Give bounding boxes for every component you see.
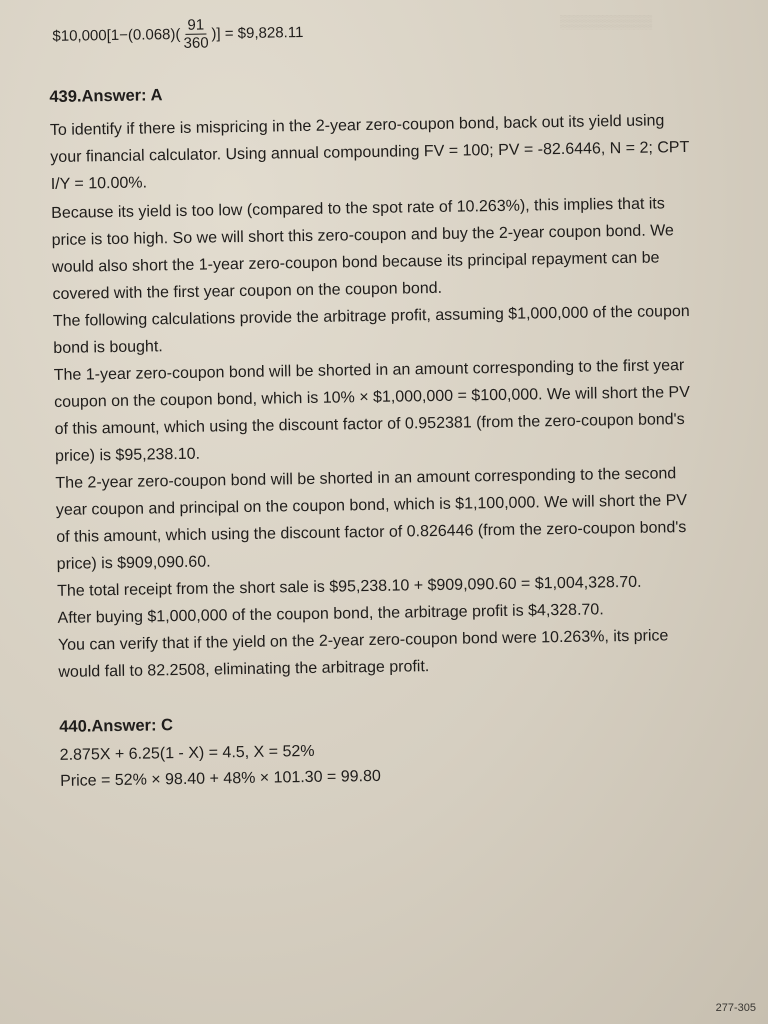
paragraph-line: The following calculations provide the arbitrage profit, assuming $1,000,000 of the coupon [52,302,690,330]
paragraph-line: The 2-year zero-coupon bond will be shorted in an amount corresponding to the second [55,465,677,492]
bleed-through-text: ▒▒▒▒▒▒▒▒▒▒ [560,14,653,29]
paragraph-line: price) is $909,090.60. [56,553,211,573]
paragraph-line: price) is $95,238.10. [54,445,201,465]
paragraph-line: of this amount, which using the discount factor of 0.826446 (from the zero-coupon bond's [56,519,687,546]
paragraph-line: coupon on the coupon bond, which is 10% × $1,000,000 = $100,000. We will short the PV [54,383,690,411]
page-number: 277-305 [715,1002,756,1014]
formula-suffix: )] = $9,828.11 [211,23,304,42]
answer-439-heading: 439.Answer: A [49,86,163,106]
fraction-numerator: 91 [185,16,206,34]
paragraph-line: year coupon and principal on the coupon bond, which is $1,100,000. We will short the PV [55,492,688,519]
answer-440-heading: 440.Answer: C [59,716,174,736]
page-content [48,0,768,795]
paragraph-line: bond is bought. [53,338,163,357]
paragraph-line: Because its yield is too low (compared to the spot rate of 10.263%), this implies that its [51,195,665,222]
paragraph-line: After buying $1,000,000 of the coupon bond, the arbitrage profit is $4,328.70. [57,601,604,627]
paragraph-line: The 1-year zero-coupon bond will be shorted in an amount corresponding to the first year [53,357,685,384]
paragraph-line: covered with the first year coupon on the coupon bond. [52,279,443,303]
paragraph-line: your financial calculator. Using annual compounding FV = 100; PV = -82.6446, N = 2; CPT [50,138,690,166]
paragraph-line: To identify if there is mispricing in the 2-year zero-coupon bond, back out its yield using [49,112,665,139]
paragraph-line: You can verify that if the yield on the 2-year zero-coupon bond were 10.263%, its price [57,627,669,654]
fraction-denominator: 360 [183,33,209,52]
formula-fraction [181,16,211,51]
paragraph-line: I/Y = 10.00%. [50,174,148,193]
equation-line: Price = 52% × 98.40 + 48% × 101.30 = 99.80 [60,767,381,790]
formula-top [52,0,761,64]
formula-prefix: $10,000[1−(0.068)( [52,25,181,45]
paragraph-line: would fall to 82.2508, eliminating the arbitrage profit. [58,658,430,681]
paragraph-line: would also short the 1-year zero-coupon bond because its principal repayment can be [51,249,660,276]
paragraph-line: of this amount, which using the discount factor of 0.952381 (from the zero-coupon bond's [54,411,685,438]
equation-line: 2.875X + 6.25(1 - X) = 4.5, X = 52% [59,742,315,764]
paragraph-line: price is too high. So we will short this zero-coupon and buy the 2-year coupon bond. We [51,222,674,249]
paragraph-line: The total receipt from the short sale is $95,238.10 + $909,090.60 = $1,004,328.70. [57,573,642,600]
